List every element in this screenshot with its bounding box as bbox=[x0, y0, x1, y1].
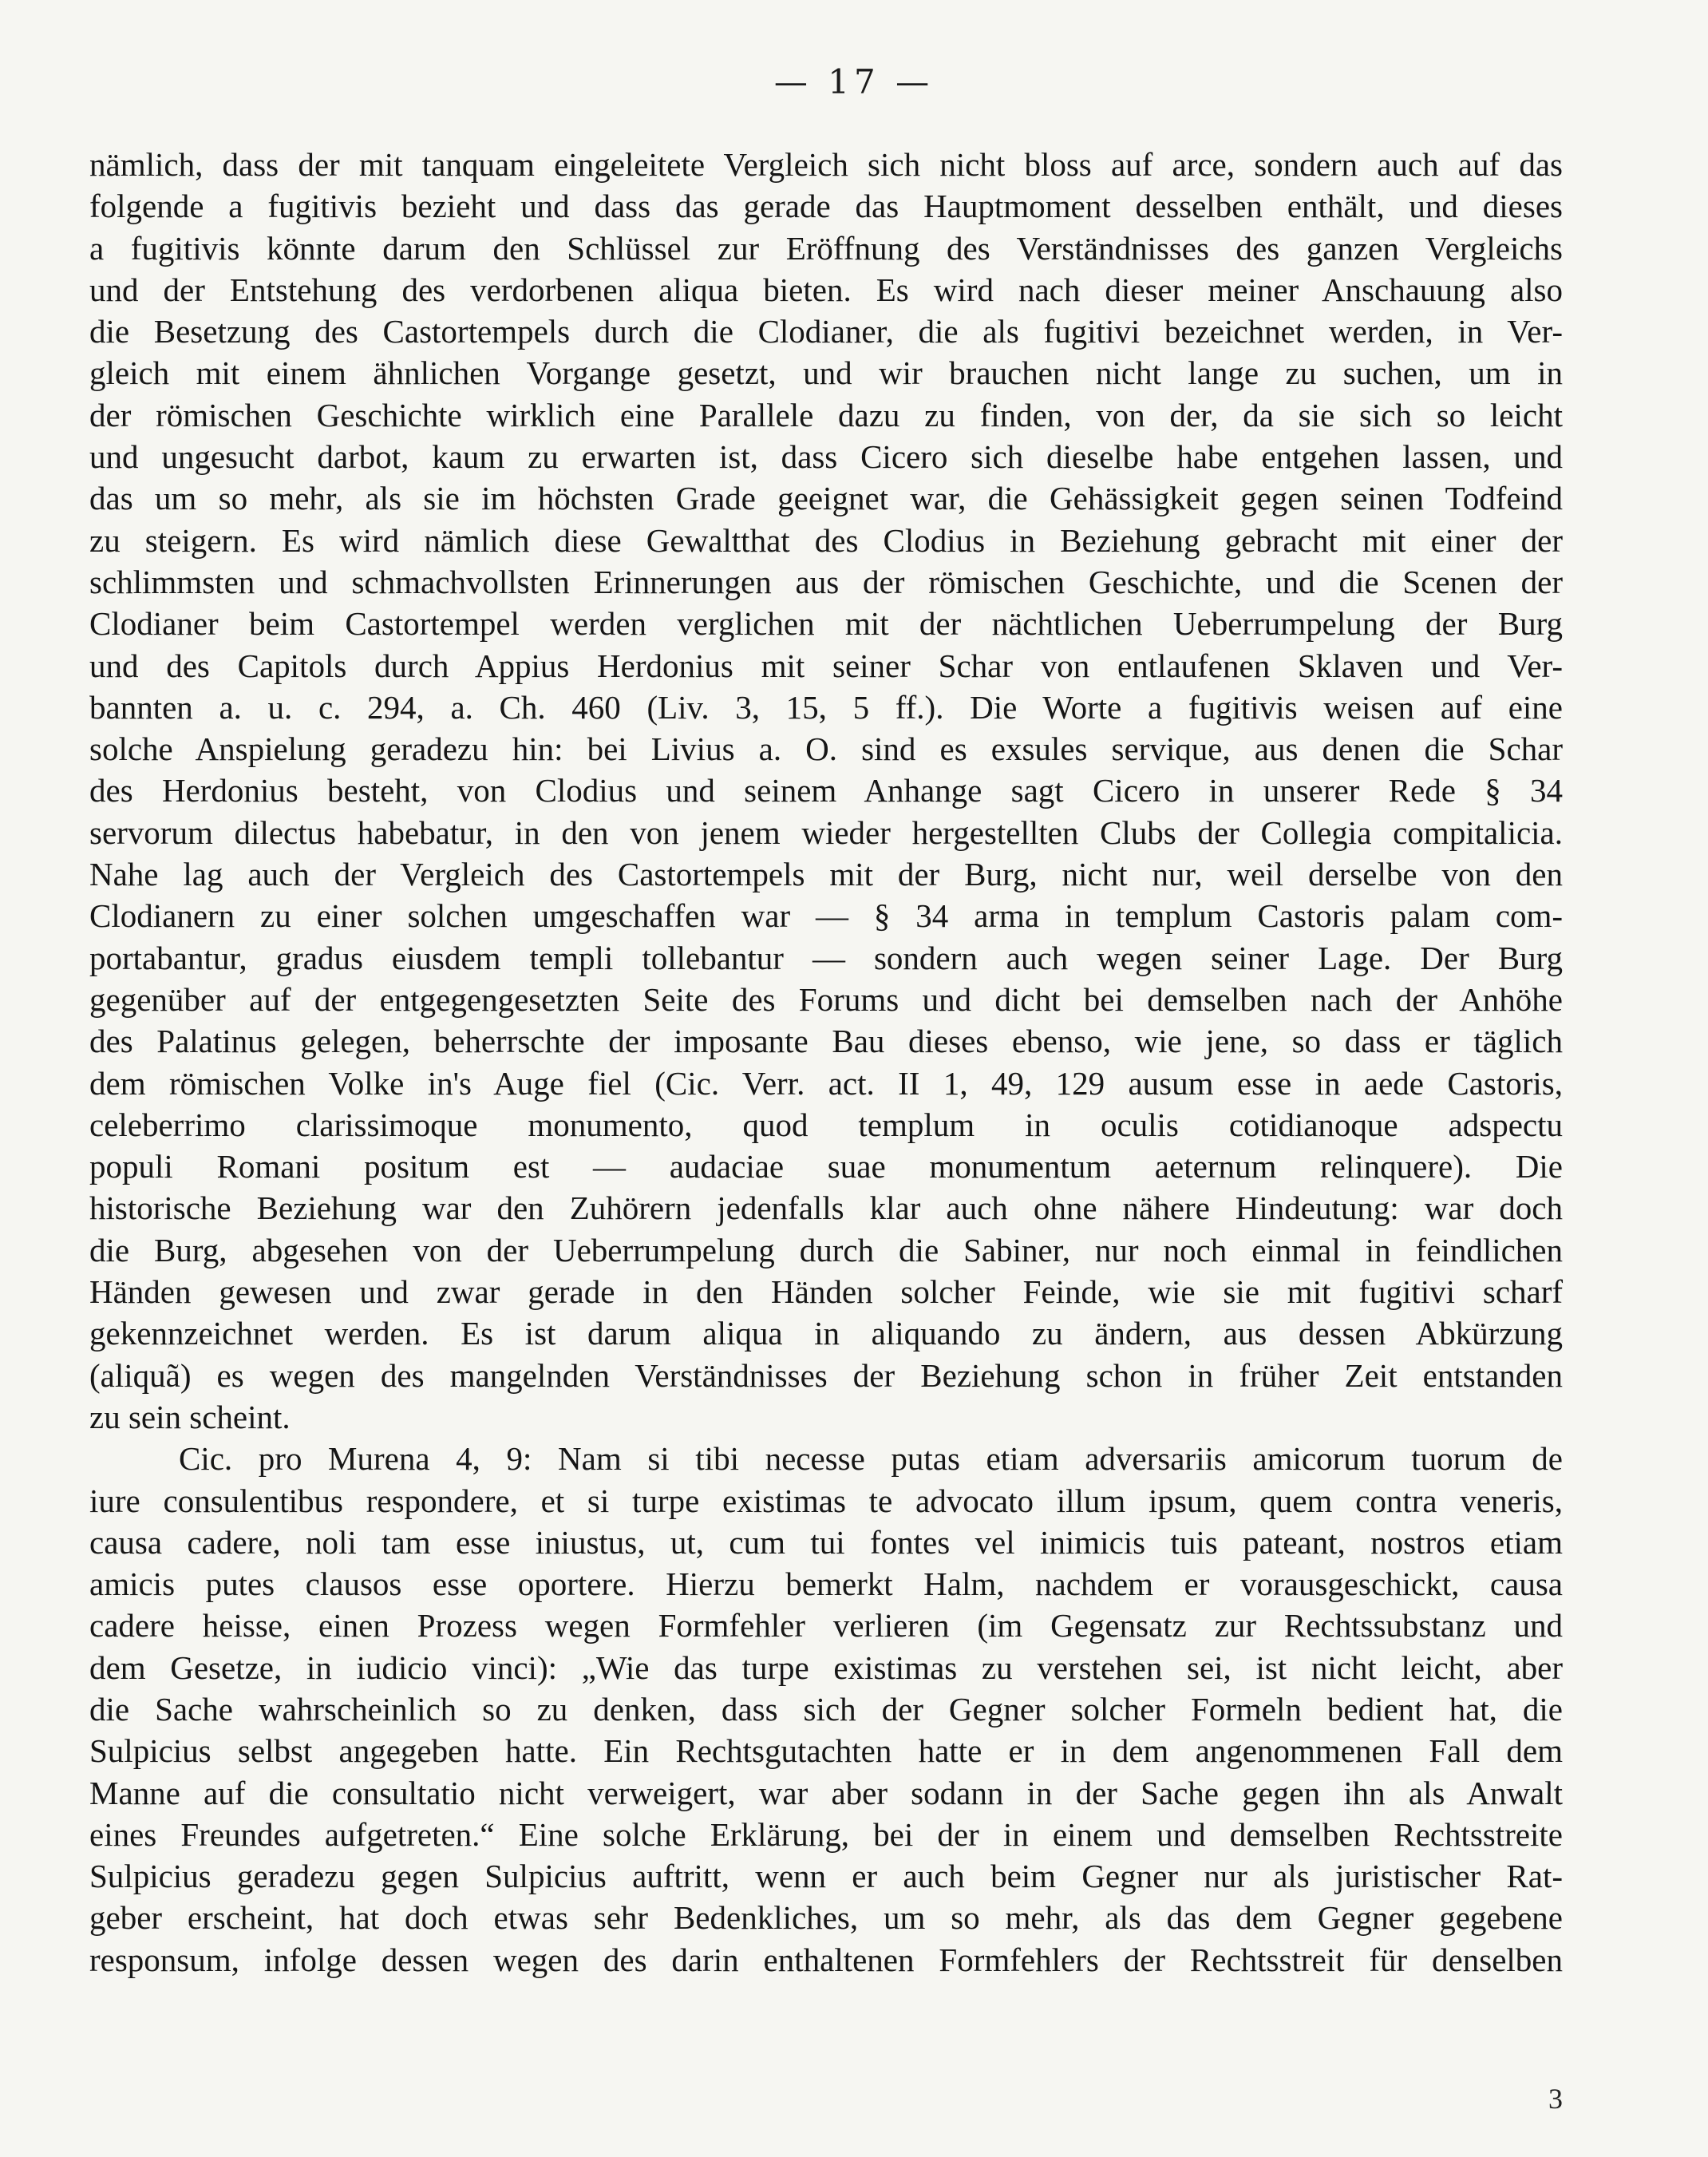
text-line: amicis putes clausos esse oportere. Hierzu bemerkt Halm, nachdem er vorausgeschickt, causa bbox=[89, 1565, 1563, 1603]
text-line: solche Anspielung geradezu hin: bei Livius a. O. sind es exsules servique, aus denen die Schar bbox=[89, 730, 1563, 768]
signature-mark: 3 bbox=[1548, 2083, 1563, 2115]
text-line: portabantur, gradus eiusdem templi tollebantur — sondern auch wegen seiner Lage. Der Burg bbox=[89, 939, 1563, 976]
text-line: das um so mehr, als sie im höchsten Grade geeignet war, die Gehässigkeit gegen seinen Todfeind bbox=[89, 480, 1563, 517]
text-line: der römischen Geschichte wirklich eine Parallele dazu zu finden, von der, da sie sich so leicht bbox=[89, 396, 1563, 433]
text-line: (aliquã) es wegen des mangelnden Verständnisses der Beziehung schon in früher Zeit entstanden bbox=[89, 1356, 1563, 1394]
text-line: iure consulentibus respondere, et si turpe existimas te advocato illum ipsum, quem contra veneris, bbox=[89, 1482, 1563, 1519]
text-line: Nahe lag auch der Vergleich des Castortempels mit der Burg, nicht nur, weil derselbe von den bbox=[89, 856, 1563, 893]
text-line: die Burg, abgesehen von der Ueberrumpelung durch die Sabiner, nur noch einmal in feindlichen bbox=[89, 1231, 1563, 1268]
text-line: Cic. pro Murena 4, 9: Nam si tibi necesse putas etiam adversariis amicorum tuorum de bbox=[179, 1440, 1563, 1478]
text-line: dem Gesetze, in iudicio vinci): „Wie das turpe existimas zu verstehen sei, ist nicht leicht, aber bbox=[89, 1648, 1563, 1686]
text-line bbox=[89, 1981, 1563, 2022]
text-line: servorum dilectus habebatur, in den von jenem wieder hergestellten Clubs der Collegia compitalicia. bbox=[89, 813, 1563, 851]
text-line: zu steigern. Es wird nämlich diese Gewaltthat des Clodius in Beziehung gebracht mit einer der bbox=[89, 521, 1563, 559]
text-line: populi Romani positum est — audaciae suae monumentum aeternum relinquere). Die bbox=[89, 1148, 1563, 1185]
text-line: des Herdonius besteht, von Clodius und seinem Anhange sagt Cicero in unserer Rede § 34 bbox=[89, 772, 1563, 809]
text-line: celeberrimo clarissimoque monumento, quod templum in oculis cotidianoque adspectu bbox=[89, 1106, 1563, 1143]
text-line: und der Entstehung des verdorbenen aliqua bieten. Es wird nach dieser meiner Anschauung also bbox=[89, 271, 1563, 308]
text-line: des Palatinus gelegen, beherrschte der imposante Bau dieses ebenso, wie jene, so dass er täglich bbox=[89, 1023, 1563, 1060]
text-line: geber erscheint, hat doch etwas sehr Bedenkliches, um so mehr, als das dem Gegner gegebene bbox=[89, 1899, 1563, 1937]
text-line: schlimmsten und schmachvollsten Erinnerungen aus der römischen Geschichte, und die Scenen der bbox=[89, 563, 1563, 600]
text-line: nämlich, dass der mit tanquam eingeleitete Vergleich sich nicht bloss auf arce, sondern auch auf das bbox=[89, 146, 1563, 183]
text-line: Sulpicius geradezu gegen Sulpicius auftritt, wenn er auch beim Gegner nur als juristischer Rat- bbox=[89, 1858, 1563, 1895]
text-line: Sulpicius selbst angegeben hatte. Ein Rechtsgutachten hatte er in dem angenommenen Fall dem bbox=[89, 1732, 1563, 1770]
text-line: gekennzeichnet werden. Es ist darum aliqua in aliquando zu ändern, aus dessen Abkürzung bbox=[89, 1315, 1563, 1352]
text-line: causa cadere, noli tam esse iniustus, ut, cum tui fontes vel inimicis tuis pateant, nostros etiam bbox=[89, 1523, 1563, 1561]
text-line: folgende a fugitivis bezieht und dass das gerade das Hauptmoment desselben enthält, und dieses bbox=[89, 188, 1563, 225]
text-line: a fugitivis könnte darum den Schlüssel zur Eröffnung des Verständnisses des ganzen Vergleichs bbox=[89, 229, 1563, 267]
text-line: bannten a. u. c. 294, a. Ch. 460 (Liv. 3, 15, 5 ff.). Die Worte a fugitivis weisen auf eine bbox=[89, 688, 1563, 726]
text-line: Händen gewesen und zwar gerade in den Händen solcher Feinde, wie sie mit fugitivi scharf bbox=[89, 1273, 1563, 1311]
text-line: gleich mit einem ähnlichen Vorgange gesetzt, und wir brauchen nicht lange zu suchen, um in bbox=[89, 354, 1563, 392]
text-line: eines Freundes aufgetreten.“ Eine solche Erklärung, bei der in einem und demselben Rechtsstreite bbox=[89, 1815, 1563, 1853]
page-number: — 17 — bbox=[773, 62, 935, 101]
text-line: Clodianern zu einer solchen umgeschaffen war — § 34 arma in templum Castoris palam com- bbox=[89, 897, 1563, 935]
text-line: gegenüber auf der entgegengesetzten Seite des Forums und dicht bei demselben nach der Anhöhe bbox=[89, 980, 1563, 1018]
text-line: Manne auf die consultatio nicht verweigert, war aber sodann in der Sache gegen ihn als Anwalt bbox=[89, 1774, 1563, 1811]
text-line: die Sache wahrscheinlich so zu denken, dass sich der Gegner solcher Formeln bedient hat, die bbox=[89, 1690, 1563, 1728]
text-line: die Besetzung des Castortempels durch die Clodianer, die als fugitivi bezeichnet werden, in Ver- bbox=[89, 313, 1563, 350]
text-line: und ungesucht darbot, kaum zu erwarten ist, dass Cicero sich dieselbe habe entgehen lassen, und bbox=[89, 438, 1563, 476]
text-line: dem römischen Volke in's Auge fiel (Cic. Verr. act. II 1, 49, 129 ausum esse in aede Castoris, bbox=[89, 1064, 1563, 1102]
text-line: zu sein scheint. bbox=[89, 1398, 291, 1435]
text-line: historische Beziehung war den Zuhörern jedenfalls klar auch ohne nähere Hindeutung: war doch bbox=[89, 1189, 1563, 1227]
text-line: cadere heisse, einen Prozess wegen Formfehler verlieren (im Gegensatz zur Rechtssubstanz und bbox=[89, 1607, 1563, 1644]
text-line: Clodianer beim Castortempel werden verglichen mit der nächtlichen Ueberrumpelung der Burg bbox=[89, 605, 1563, 643]
text-line: und des Capitols durch Appius Herdonius mit seiner Schar von entlaufenen Sklaven und Ver- bbox=[89, 647, 1563, 684]
body-text bbox=[89, 144, 1563, 2022]
text-line: responsum, infolge dessen wegen des darin enthaltenen Formfehlers der Rechtsstreit für denselben bbox=[89, 1941, 1563, 1978]
